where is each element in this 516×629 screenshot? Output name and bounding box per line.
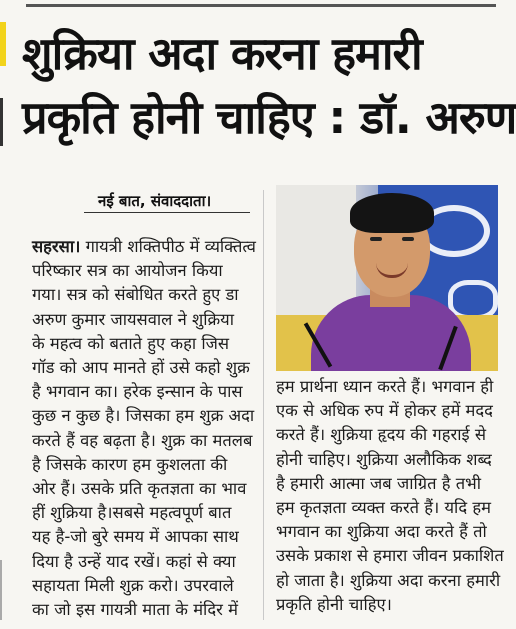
- body-line: ओर हैं। उसके प्रति कृतज्ञता का भाव: [32, 479, 247, 499]
- body-line: करते हैं वह बढ़ता है। शुक्र का मतलब: [32, 430, 253, 450]
- body-line: करते हैं। शुक्रिया हृदय की गहराई से: [276, 425, 486, 445]
- body-line: हो जाता है। शुक्रिया अदा करना हमारी: [276, 570, 501, 590]
- byline-rule: [84, 212, 250, 213]
- top-rule: [26, 4, 496, 7]
- body-line: प्रकृति होनी चाहिए।: [276, 594, 392, 614]
- article-body-left: [32, 235, 262, 622]
- body-line: दिया है उन्हें याद रखें। कहां से क्या: [32, 551, 236, 571]
- body-line: हम कृतज्ञता व्यक्त करते हैं। यदि हम: [276, 498, 491, 518]
- section-color-mark: [0, 22, 6, 66]
- body-line: है हमारी आत्मा जब जाग्रित है तभी: [276, 473, 481, 493]
- headline: [22, 22, 516, 150]
- dateline: सहरसा।: [32, 237, 81, 256]
- speaker-photo: [276, 185, 498, 371]
- body-line: परिष्कार सत्र का आयोजन किया: [32, 261, 223, 281]
- body-line: सहायता मिली शुक्र करो। उपरवाले: [32, 575, 234, 595]
- body-line: यह है-जो बुरे समय में आपका साथ: [32, 527, 239, 547]
- article-body-right: [276, 375, 502, 617]
- adjacent-column-edge: [0, 98, 3, 146]
- body-line: गॉड को आप मानते हों उसे कहो शुक्र: [32, 358, 250, 378]
- body-line: हीं शुक्रिया है।सबसे महत्वपूर्ण बात: [32, 503, 232, 523]
- body-line: गया। सत्र को संबोधित करते हुए डा: [32, 285, 239, 305]
- body-line: अरुण कुमार जायसवाल ने शुक्रिया: [32, 309, 234, 329]
- body-line: कुछ न कुछ है। जिसका हम शुक्र अदा: [32, 406, 255, 426]
- body-line: है भगवान का। हरेक इन्सान के पास: [32, 382, 243, 402]
- headline-line-1: शुक्रिया अदा करना हमारी: [22, 27, 422, 80]
- body-line: हम प्रार्थना ध्यान करते हैं। भगवान ही: [276, 377, 494, 396]
- column-separator: [263, 190, 264, 620]
- body-line: उसके प्रकाश से हमारा जीवन प्रकाशित: [276, 546, 504, 566]
- adjacent-column-edge-lower: [0, 560, 2, 620]
- byline: नई बात, संवाददाता।: [98, 192, 212, 210]
- body-line: सहरसा। गायत्री शक्तिपीठ में व्यक्तित्व: [32, 237, 256, 256]
- body-line: एक से अधिक रुप में होकर हमें मदद: [276, 401, 493, 421]
- body-line: भगवान का शुक्रिया अदा करते हैं तो: [276, 522, 487, 542]
- body-line: के महत्व को बताते हुए कहा जिस: [32, 333, 230, 353]
- body-line: होनी चाहिए। शुक्रिया अलौकिक शब्द: [276, 449, 492, 469]
- body-line: है जिसके कारण हम कुशलता की: [32, 454, 228, 474]
- body-line: का जो इस गायत्री माता के मंदिर में: [32, 600, 238, 620]
- headline-line-2: प्रकृति होनी चाहिए : डॉ. अरुण: [22, 91, 516, 144]
